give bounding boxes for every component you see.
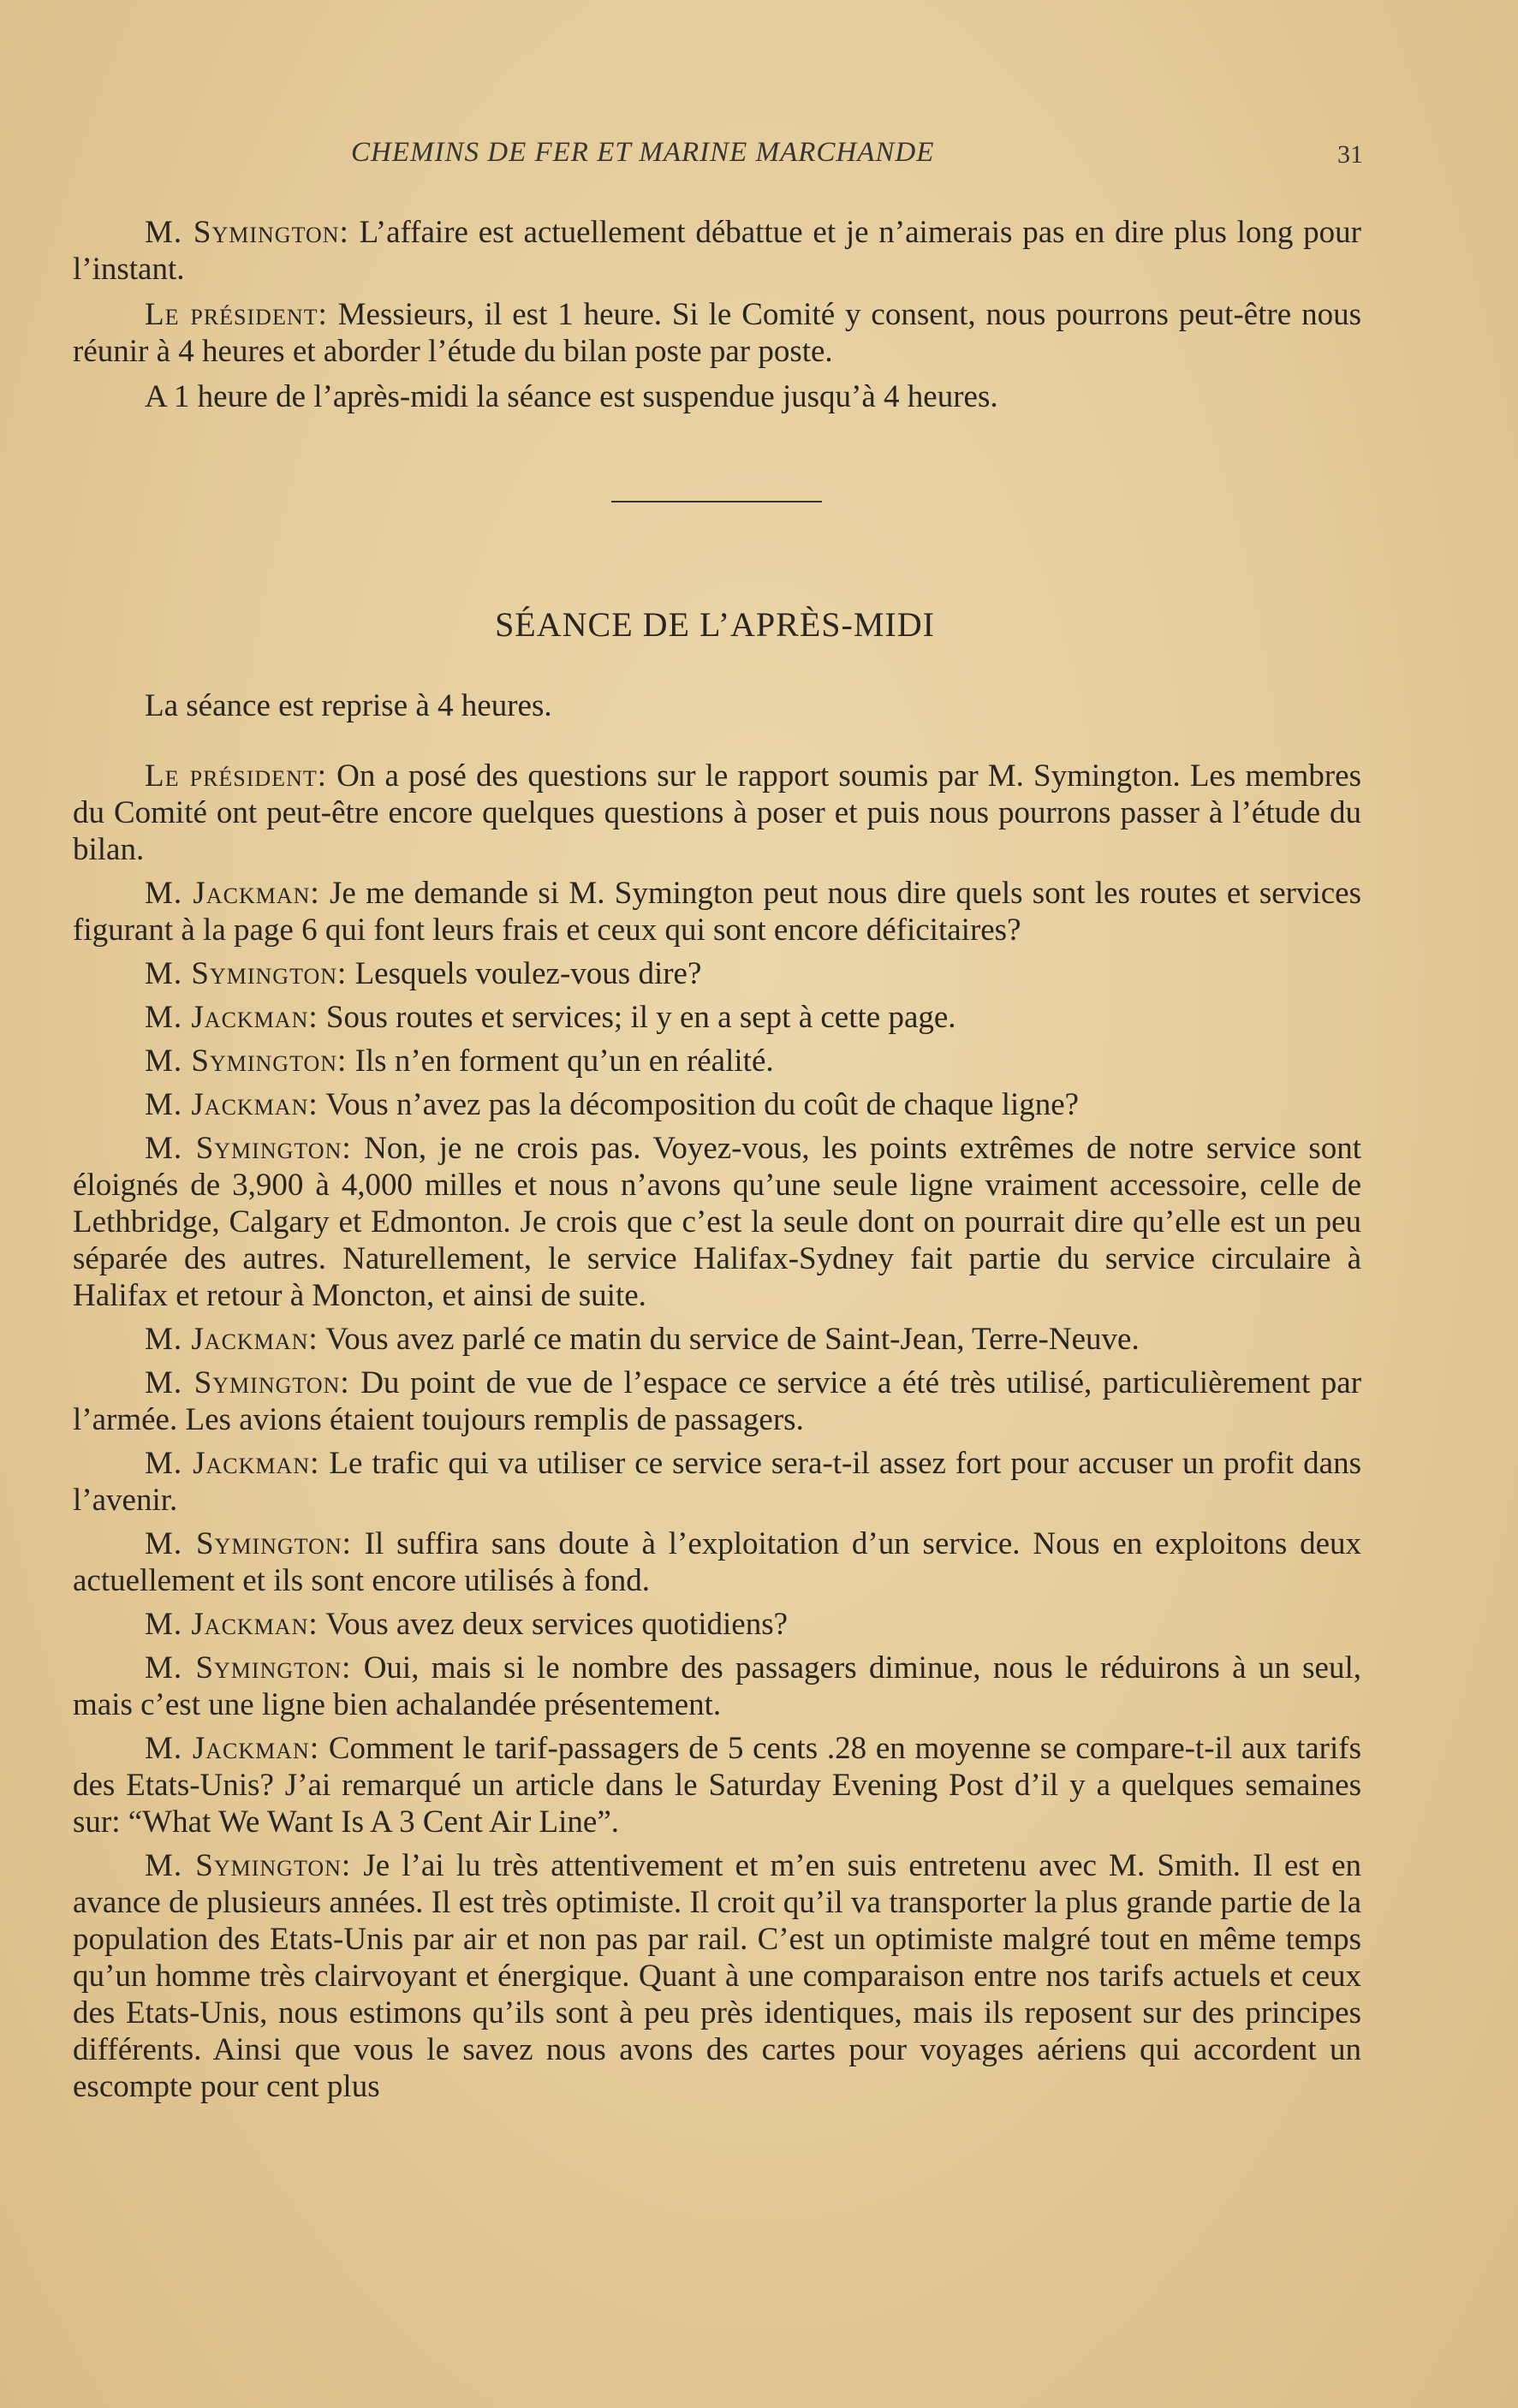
- paragraph: [73, 296, 1361, 370]
- speaker: M. Jackman:: [145, 1731, 320, 1766]
- paragraph: [73, 999, 1361, 1036]
- speaker: M. Jackman:: [145, 1000, 318, 1035]
- speech: Il suffira sans doute à l’exploitation d’un service. Nous en exploitons deux actuellement et ils sont encore utilisés à fond.: [73, 1526, 1361, 1598]
- speech: Vous n’avez pas la décomposition du coût de chaque ligne?: [318, 1087, 1080, 1122]
- speaker: M. Symington:: [145, 215, 349, 250]
- speech: Oui, mais si le nombre des passagers diminue, nous le réduirons à un seul, mais c’est une ligne bien achalandée présentement.: [73, 1650, 1361, 1722]
- section-divider: [611, 501, 822, 502]
- speech: Messieurs, il est 1 heure. Si le Comité y consent, nous pourrons peut-être nous réunir à 4 heures et aborder l’étude du bilan poste par poste.: [73, 297, 1361, 369]
- speaker: M. Jackman:: [145, 1322, 318, 1357]
- morning-session-text: [73, 214, 1361, 424]
- speech: Comment le tarif-passagers de 5 cents .28 en moyenne se compare-t-il aux tarifs des Etats-Unis? J’ai remarqué un article dans le Saturday Evening Post d’il y a quelques semaines sur: “What We Want Is A 3 Cent Air Line”.: [73, 1731, 1361, 1840]
- speech: Le trafic qui va utiliser ce service sera-t-il assez fort pour accuser un profit dans l’avenir.: [73, 1446, 1361, 1518]
- speaker: Le président:: [145, 297, 328, 332]
- resumption-note: La séance est reprise à 4 heures.: [145, 688, 552, 723]
- speaker: M. Symington:: [145, 1365, 350, 1400]
- paragraph: [73, 1130, 1361, 1314]
- paragraph: [73, 1445, 1361, 1519]
- speaker: M. Jackman:: [145, 876, 320, 911]
- paragraph: [73, 1525, 1361, 1599]
- paragraph: [73, 1365, 1361, 1438]
- speaker: M. Symington:: [145, 1848, 352, 1883]
- paragraph: [73, 378, 1361, 415]
- speaker: M. Jackman:: [145, 1446, 320, 1481]
- paragraph: [73, 214, 1361, 288]
- paragraph: [73, 758, 1361, 868]
- speech: Vous avez parlé ce matin du service de Saint-Jean, Terre-Neuve.: [318, 1322, 1140, 1357]
- running-head: CHEMINS DE FER ET MARINE MARCHANDE: [351, 137, 935, 168]
- speech: Je l’ai lu très attentivement et m’en suis entretenu avec M. Smith. Il est en avance de plusieurs années. Il est très optimiste. Il croit qu’il va transporter la plus grande partie de la population des Etats-Unis par air et non pas par rail. C’est un optimiste malgré tout en même temps qu’un homme très clairvoyant et énergique. Quant à une comparaison entre nos tarifs actuels et ceux des Etats-Unis, nous estimons qu’ils sont à peu près identiques, mais ils reposent sur des principes différents. Ainsi que vous le savez nous avons des cartes pour voyages aériens qui accordent un escompte pour cent plus: [73, 1848, 1362, 2104]
- speaker: M. Symington:: [145, 1526, 352, 1561]
- speaker: M. Symington:: [145, 956, 348, 991]
- speech: L’affaire est actuellement débattue et je n’aimerais pas en dire plus long pour l’instant.: [73, 215, 1361, 287]
- speech: Sous routes et services; il y en a sept à cette page.: [318, 1000, 956, 1035]
- speaker: M. Symington:: [145, 1043, 348, 1079]
- speech: Non, je ne crois pas. Voyez-vous, les points extrêmes de notre service sont éloignés de 3,900 à 4,000 milles et nous n’avons qu’une seule ligne vraiment accessoire, celle de Lethbridge, Calgary et Edmonton. Je crois que c’est la seule dont on pourrait dire qu’elle est un peu séparée des autres. Naturellement, le service Halifax-Sydney fait partie du service circulaire à Halifax et retour à Moncton, et ainsi de suite.: [73, 1131, 1362, 1313]
- speech: Lesquels voulez-vous dire?: [347, 956, 702, 991]
- page-number: 31: [1337, 140, 1363, 169]
- section-title: SÉANCE DE L’APRÈS-MIDI: [495, 605, 935, 644]
- speaker: Le président:: [145, 758, 328, 794]
- paragraph: [73, 1086, 1361, 1123]
- paragraph: [73, 1321, 1361, 1358]
- speech: On a posé des questions sur le rapport soumis par M. Symington. Les membres du Comité ont peut-être encore quelques questions à poser et puis nous pourrons passer à l’étude du bilan.: [73, 758, 1362, 867]
- speech: A 1 heure de l’après-midi la séance est suspendue jusqu’à 4 heures.: [145, 379, 998, 414]
- paragraph: [73, 1650, 1361, 1723]
- paragraph: [73, 875, 1361, 948]
- speaker: M. Symington:: [145, 1650, 352, 1686]
- paragraph: [73, 955, 1361, 992]
- afternoon-session-text: [73, 758, 1361, 2112]
- speaker: M. Jackman:: [145, 1087, 318, 1122]
- speech: Ils n’en forment qu’un en réalité.: [347, 1043, 774, 1079]
- paragraph: [73, 1847, 1361, 2105]
- speech: Vous avez deux services quotidiens?: [318, 1607, 789, 1642]
- paragraph: [73, 1730, 1361, 1840]
- speech: Du point de vue de l’espace ce service a été très utilisé, particulièrement par l’armée. Les avions étaient toujours remplis de passagers.: [73, 1365, 1362, 1437]
- speech: Je me demande si M. Symington peut nous dire quels sont les routes et services figurant à la page 6 qui font leurs frais et ceux qui sont encore déficitaires?: [73, 876, 1361, 948]
- paragraph: [73, 1043, 1361, 1079]
- paragraph: [73, 1606, 1361, 1643]
- speaker: M. Jackman:: [145, 1607, 318, 1642]
- speaker: M. Symington:: [145, 1131, 352, 1166]
